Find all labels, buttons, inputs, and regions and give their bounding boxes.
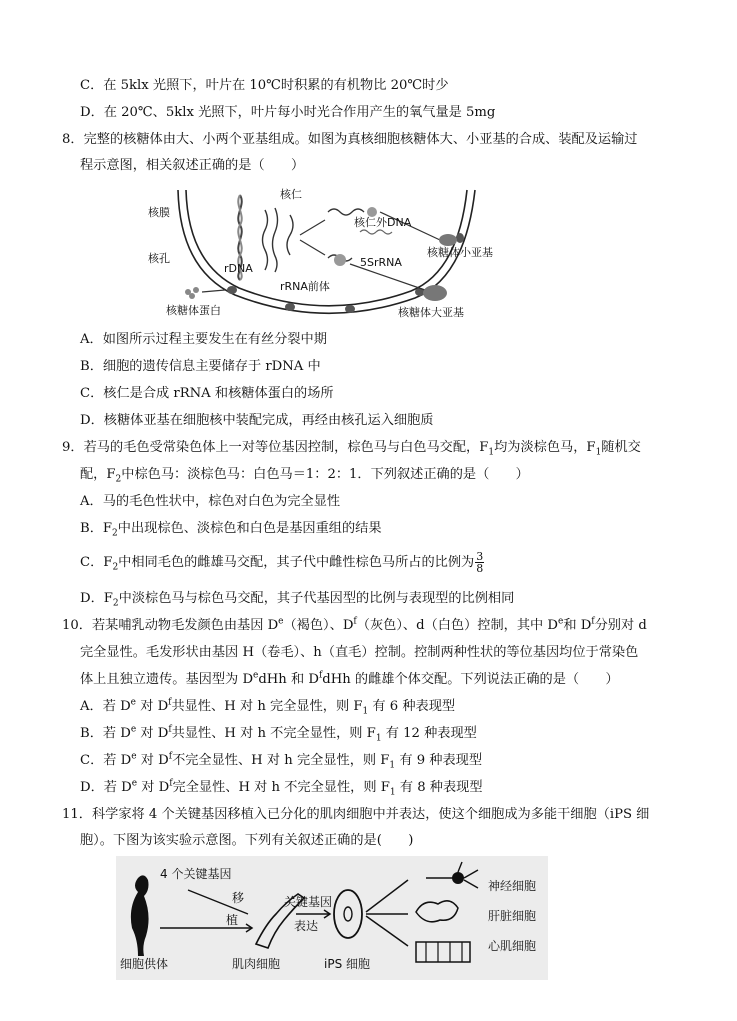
large-subunit-shape [423, 285, 447, 301]
q9-sub-1b: 1 [595, 447, 602, 458]
q10-d-post1: 完全显性、H 对 h 不完全显性，则 F [172, 780, 390, 795]
label-nucleolus: 核仁 [280, 188, 302, 201]
q10-d-sup-f: f [169, 778, 173, 789]
q8-stem-line1: 8．完整的核糖体由大、小两个亚基组成。如图为真核细胞核糖体大、小亚基的合成、装配及运输过 [62, 132, 638, 147]
label-extra-dna: 核仁外DNA [354, 216, 412, 229]
q10-d-sub: 1 [389, 787, 396, 798]
q10-option-d [80, 779, 483, 797]
sup-f-3: f [318, 670, 323, 681]
q9-c-pre: C．F [80, 555, 113, 570]
q9-option-b [80, 520, 382, 538]
arrow-protein-into-nucleus [202, 290, 225, 292]
q9-sub-2: 2 [115, 474, 122, 485]
q10-l1-a: 10．若某哺乳动物毛发颜色由基因 D [62, 618, 279, 633]
q9-c-post: 中相同毛色的雌雄马交配，其子代中雌性棕色马所占的比例为 [118, 555, 475, 570]
q9-b-sub: 2 [112, 528, 118, 539]
q10-l1-e: 分别对 d [594, 618, 647, 633]
q10-b-post2: 有 12 种表现型 [381, 726, 477, 741]
q10-a-sub: 1 [362, 706, 369, 717]
q9-b-post: 中出现棕色、淡棕色和白色是基因重组的结果 [117, 521, 382, 536]
nuclear-pore-2 [285, 303, 295, 311]
q9-d-pre: D．F [80, 591, 113, 606]
q10-c-sub: 1 [389, 760, 396, 771]
rrna-squiggle-top [328, 209, 364, 215]
q10-option-a [80, 698, 455, 716]
q7-option-d: D．在 20℃、5klx 光照下，叶片每小时光合作用产生的氧气量是 5mg [80, 105, 496, 120]
q10-b-pre: B．若 D [80, 726, 131, 741]
q10-a-post2: 有 6 种表现型 [368, 699, 456, 714]
q7-option-c: C．在 5klx 光照下，叶片在 10℃时积累的有机物比 20℃时少 [80, 78, 449, 93]
q10-c-post2: 有 9 种表现型 [395, 753, 483, 768]
q9-option-d [80, 590, 514, 608]
label-rdna: rDNA [224, 262, 253, 275]
q10-stem-line2: 完全显性。毛发形状由基因 H（卷毛）、h（直毛）控制。控制两种性状的等位基因均位于常染色 [80, 645, 639, 660]
q10-c-sup-e: e [131, 751, 137, 762]
rrna-precursor-strand-1 [263, 210, 268, 270]
q10-option-c [80, 752, 482, 770]
q9-stem2-post: 中棕色马：淡棕色马：白色马＝1：2：1．下列叙述正确的是（ ） [121, 467, 529, 482]
q9-stem-line2 [80, 466, 529, 484]
q10-a-sup-e: e [130, 697, 136, 708]
q10-l1-b: （褐色）、D [283, 618, 354, 633]
small-subunit-shape [439, 234, 457, 246]
q9-stem2-pre: 配，F [80, 467, 116, 482]
sup-e-3: e [253, 670, 259, 681]
neuron-body [452, 872, 464, 884]
q10-d-sup-e: e [131, 778, 138, 789]
label-transplant-1: 移 [232, 891, 245, 905]
q8-stem-line2: 程示意图，相关叙述正确的是（ ） [80, 158, 305, 173]
q9-option-c [80, 551, 484, 574]
arrow-to-nucleolus-down [300, 240, 325, 255]
nuclear-pore-1 [227, 286, 237, 294]
q10-d-post2: 有 8 种表现型 [395, 780, 483, 795]
q10-a-sup-f: f [168, 697, 172, 708]
q9-sub-1a: 1 [488, 447, 495, 458]
extra-nucleolar-dna [360, 230, 392, 234]
q10-a-post1: 共显性、H 对 h 完全显性，则 F [171, 699, 363, 714]
label-express: 表达 [294, 919, 319, 933]
label-key-gene: 关键基因 [284, 895, 333, 909]
ribosomal-protein-dot-2 [193, 287, 199, 293]
q10-c-post1: 不完全显性、H 对 h 完全显性，则 F [172, 753, 390, 768]
q11-stem-line2: 胞）。下图为该实验示意图。下列有关叙述正确的是( ) [80, 833, 414, 848]
q9-d-post: 中淡棕色马与棕色马交配，其子代基因型的比例与表现型的比例相同 [118, 591, 515, 606]
nuclear-pore-3 [345, 305, 355, 313]
q10-a-mid: 对 D [136, 699, 169, 714]
q10-c-pre: C．若 D [80, 753, 132, 768]
label-four-genes: 4 个关键基因 [160, 867, 232, 881]
q10-stem-line1 [62, 617, 647, 635]
label-liver: 肝脏细胞 [488, 909, 537, 923]
label-transplant-2: 植 [226, 913, 239, 927]
label-ribosomal-protein: 核糖体蛋白 [166, 304, 221, 317]
sup-f-2: f [591, 616, 595, 627]
ribosomal-protein-dot-3 [189, 293, 195, 299]
q10-stem-line3 [80, 671, 619, 689]
label-ips-cell: iPS 细胞 [324, 957, 371, 971]
q10-l3-c: dHh 的雌雄个体交配。下列说法正确的是（ ） [322, 672, 619, 687]
q9-stem1-mid: 均为淡棕色马，F [494, 440, 596, 455]
q8-ribosome-figure [140, 180, 510, 320]
q8-option-c: C．核仁是合成 rRNA 和核糖体蛋白的场所 [80, 386, 334, 401]
label-cardiac: 心肌细胞 [488, 939, 537, 953]
label-small-subunit: 核糖体小亚基 [427, 246, 493, 259]
fraction-denominator: 8 [476, 562, 484, 575]
q8-option-a: A．如图所示过程主要发生在有丝分裂中期 [80, 332, 327, 347]
rrna-precursor-strand-3 [287, 215, 293, 255]
q10-l3-b: dHh 和 D [258, 672, 319, 687]
q9-c-sub: 2 [112, 562, 119, 573]
q8-option-d: D．核糖体亚基在细胞核中装配完成，再经由核孔运入细胞质 [80, 413, 434, 428]
q9-stem1-post: 随机交 [601, 440, 641, 455]
label-5srrna: 5SrRNA [360, 256, 402, 269]
label-neuron: 神经细胞 [488, 879, 537, 893]
q10-b-sup-f: f [168, 724, 172, 735]
q10-d-pre: D．若 D [80, 780, 132, 795]
q10-l3-a: 体上且独立遗传。基因型为 D [80, 672, 254, 687]
q10-l1-d: 和 D [563, 618, 592, 633]
q11-stem-line1: 11．科学家将 4 个关键基因移植入已分化的肌肉细胞中并表达，使这个细胞成为多能干细胞（iPS 细 [62, 807, 650, 822]
q9-b-pre: B．F [80, 521, 113, 536]
q10-c-sup-f: f [168, 751, 173, 762]
label-rrna-precursor: rRNA前体 [280, 280, 330, 293]
fraction-numerator: 3 [476, 550, 484, 563]
ribosome-diagram [140, 180, 510, 320]
q10-b-mid: 对 D [136, 726, 169, 741]
label-nuclear-membrane: 核膜 [148, 206, 170, 219]
label-muscle-cell: 肌肉细胞 [232, 957, 281, 971]
q10-b-sub: 1 [375, 733, 382, 744]
q9-stem1-pre: 9．若马的毛色受常染色体上一对等位基因控制，棕色马与白色马交配，F [62, 440, 489, 455]
large-subunit-precursor [334, 254, 346, 266]
q10-a-pre: A．若 D [80, 699, 131, 714]
q10-d-mid: 对 D [137, 780, 170, 795]
q8-option-b: B．细胞的遗传信息主要储存于 rDNA 中 [80, 359, 321, 374]
sup-e-1: e [278, 616, 284, 627]
label-donor: 细胞供体 [120, 957, 169, 971]
q10-l1-c: （灰色）、d（白色）控制，其中 D [356, 618, 558, 633]
nuclear-pore-5 [456, 233, 464, 243]
q9-option-a: A．马的毛色性状中，棕色对白色为完全显性 [80, 494, 341, 509]
q10-b-sup-e: e [130, 724, 137, 735]
q10-b-post1: 共显性、H 对 h 不完全显性，则 F [171, 726, 376, 741]
sup-f-1: f [353, 616, 357, 627]
label-nuclear-pore: 核孔 [148, 252, 170, 265]
rrna-precursor-strand-2 [273, 208, 278, 272]
sup-e-2: e [558, 616, 564, 627]
q9-c-fraction [475, 551, 484, 574]
q9-stem-line1 [62, 439, 641, 457]
arrow-to-nucleolus-up [300, 220, 325, 235]
q10-option-b [80, 725, 477, 743]
q11-ips-figure [116, 856, 548, 980]
q9-d-sub: 2 [112, 598, 119, 609]
q10-c-mid: 对 D [136, 753, 169, 768]
label-large-subunit: 核糖体大亚基 [398, 306, 464, 319]
ips-diagram [116, 856, 548, 980]
